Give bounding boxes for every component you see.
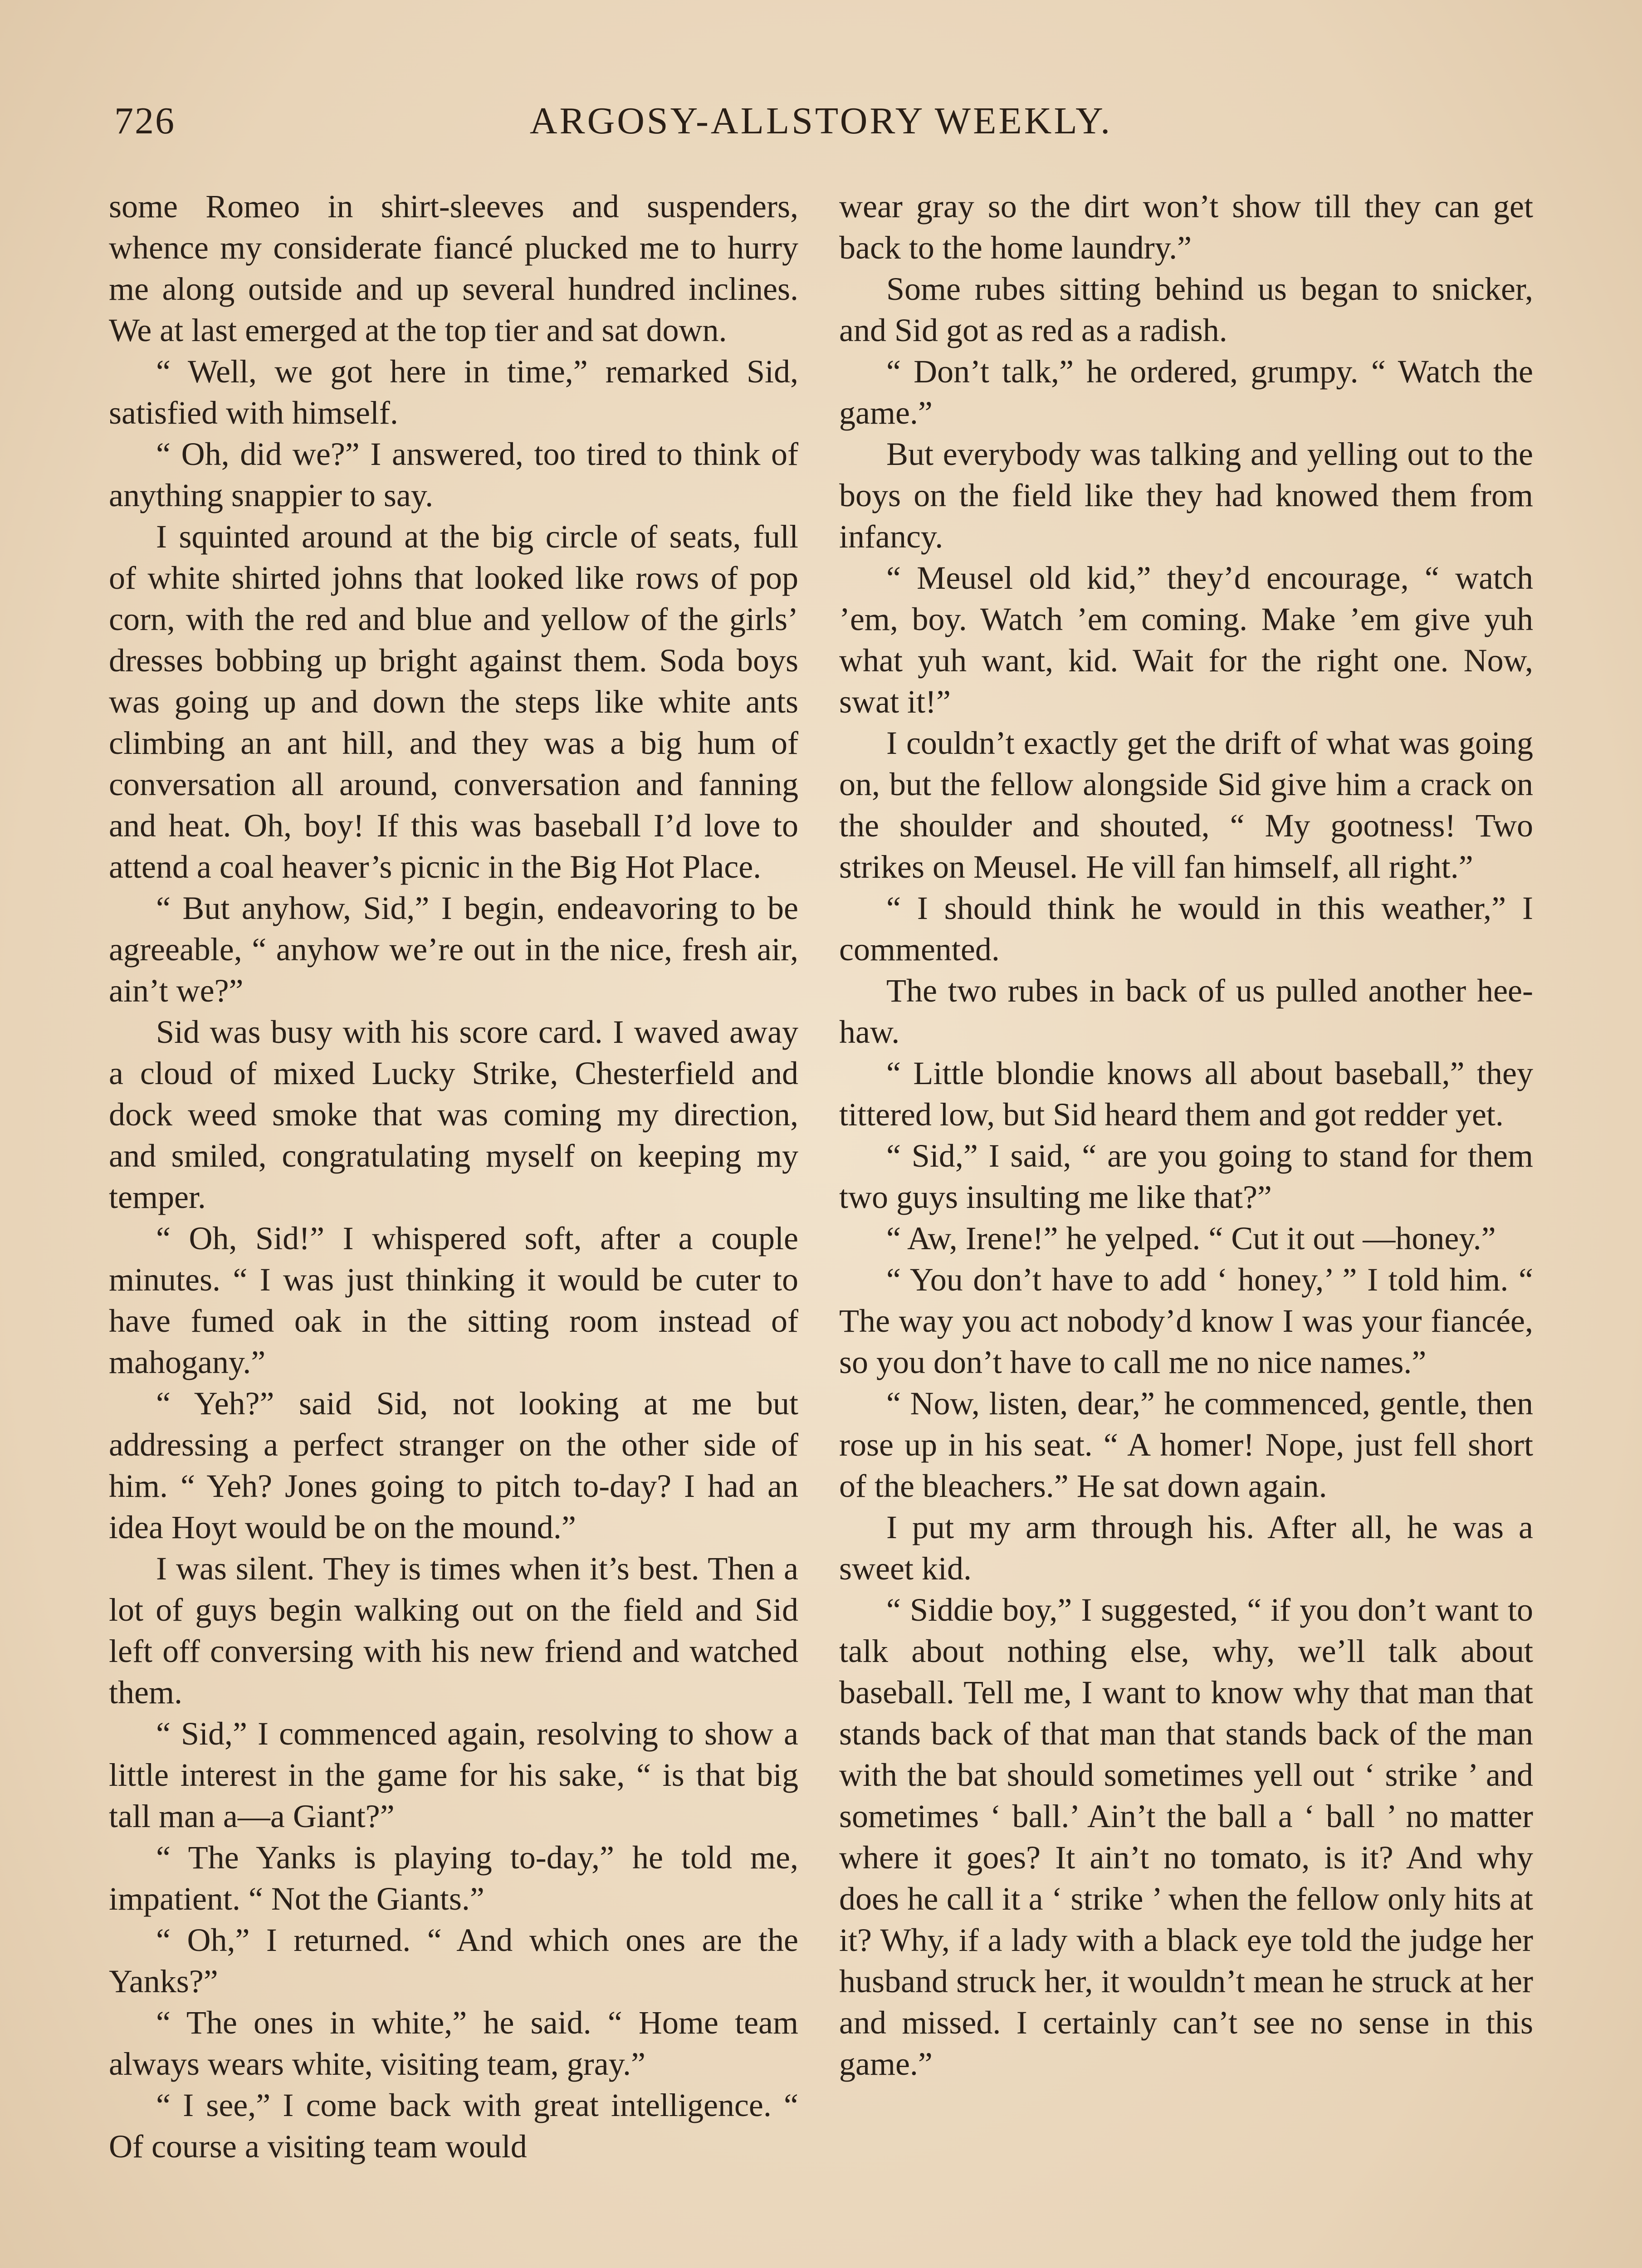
paragraph: “ Oh,” I returned. “ And which ones are the Yanks?” bbox=[109, 1922, 798, 1999]
paragraph: But everybody was talking and yelling out to the boys on the field like they had knowed them from infancy. bbox=[839, 436, 1533, 555]
paragraph: “ Sid,” I said, “ are you going to stand for them two guys insulting me like that?” bbox=[839, 1138, 1533, 1215]
paragraph: wear gray so the dirt won’t show till they can get back to the home laundry.” bbox=[839, 188, 1533, 266]
paragraph: I put my arm through his. After all, he was a sweet kid. bbox=[839, 1509, 1533, 1587]
paragraph: I was silent. They is times when it’s best. Then a lot of guys begin walking out on the field and Sid left off conversing with his new friend and watched them. bbox=[109, 1550, 798, 1711]
paragraph: some Romeo in shirt-sleeves and suspenders, whence my considerate fiancé plucked me to hurry me along outside and up several hundred inclines. We at last emerged at the top tier and sat down. bbox=[109, 188, 798, 348]
running-title: ARGOSY-ALLSTORY WEEKLY. bbox=[529, 100, 1113, 142]
right-column bbox=[839, 186, 1533, 2085]
left-column bbox=[109, 186, 798, 2167]
paragraph: “ Don’t talk,” he ordered, grumpy. “ Watch the game.” bbox=[839, 353, 1533, 431]
page-number: 726 bbox=[114, 100, 176, 142]
paragraph: “ Yeh?” said Sid, not looking at me but addressing a perfect stranger on the other side of him. “ Yeh? Jones going to pitch to-day? I had an idea Hoyt would be on the mound.” bbox=[109, 1385, 798, 1545]
paragraph: “ Little blondie knows all about baseball,” they tittered low, but Sid heard them and got redder yet. bbox=[839, 1055, 1533, 1133]
paragraph: Some rubes sitting behind us began to snicker, and Sid got as red as a radish. bbox=[839, 271, 1533, 348]
paragraph: Sid was busy with his score card. I waved away a cloud of mixed Lucky Strike, Chesterfield and dock weed smoke that was coming my direction, and smiled, congratulating myself on keeping my temper. bbox=[109, 1014, 798, 1215]
paragraph: The two rubes in back of us pulled another hee-haw. bbox=[839, 973, 1533, 1050]
paragraph: “ I see,” I come back with great intelligence. “ Of course a visiting team would bbox=[109, 2087, 798, 2165]
paragraph: “ Meusel old kid,” they’d encourage, “ watch ’em, boy. Watch ’em coming. Make ’em give yuh what yuh want, kid. Wait for the right one. Now, swat it!” bbox=[839, 560, 1533, 720]
page-header bbox=[109, 99, 1533, 149]
paragraph: “ I should think he would in this weather,” I commented. bbox=[839, 890, 1533, 968]
paragraph: “ Well, we got here in time,” remarked Sid, satisfied with himself. bbox=[109, 353, 798, 431]
paragraph: “ The ones in white,” he said. “ Home team always wears white, visiting team, gray.” bbox=[109, 2004, 798, 2082]
paragraph: “ Sid,” I commenced again, resolving to show a little interest in the game for his sake, “ is that big tall man a—a Giant?” bbox=[109, 1716, 798, 1834]
paragraph: I squinted around at the big circle of seats, full of white shirted johns that looked like rows of pop corn, with the red and blue and yellow of the girls’ dresses bobbing up bright against them. Soda boys was going up and down the steps like white ants climbing an ant hill, and they was a big hum of conversation all around, conversation and fanning and heat. Oh, boy! If this was baseball I’d love to attend a coal heaver’s picnic in the Big Hot Place. bbox=[109, 518, 798, 885]
paragraph: “ Now, listen, dear,” he commenced, gentle, then rose up in his seat. “ A homer! Nope, just fell short of the bleachers.” He sat down again. bbox=[839, 1385, 1533, 1504]
paragraph: I couldn’t exactly get the drift of what was going on, but the fellow alongside Sid give him a crack on the shoulder and shouted, “ My gootness! Two strikes on Meusel. He vill fan himself, all right.” bbox=[839, 725, 1533, 885]
paragraph: “ You don’t have to add ‘ honey,’ ” I told him. “ The way you act nobody’d know I was your fiancée, so you don’t have to call me no nice names.” bbox=[839, 1261, 1533, 1380]
paragraph: “ Oh, Sid!” I whispered soft, after a couple minutes. “ I was just thinking it would be cuter to have fumed oak in the sitting room instead of mahogany.” bbox=[109, 1220, 798, 1380]
paragraph: “ The Yanks is playing to-day,” he told me, impatient. “ Not the Giants.” bbox=[109, 1839, 798, 1917]
paragraph: “ Aw, Irene!” he yelped. “ Cut it out —honey.” bbox=[886, 1220, 1496, 1256]
paragraph: “ Siddie boy,” I suggested, “ if you don’t want to talk about nothing else, why, we’ll talk about baseball. Tell me, I want to know why that man that stands back of that man that stands back of the man with the bat should sometimes yell out ‘ strike ’ and sometimes ‘ ball.’ Ain’t the ball a ‘ ball ’ no matter where it goes? It ain’t no tomato, is it? And why does he call it a ‘ strike ’ when the fellow only hits at it? Why, if a lady with a black eye told the judge her husband struck her, it wouldn’t mean he struck at her and missed. I certainly can’t see no sense in this game.” bbox=[839, 1592, 1533, 2082]
paragraph: “ Oh, did we?” I answered, too tired to think of anything snappier to say. bbox=[109, 436, 798, 513]
paragraph: “ But anyhow, Sid,” I begin, endeavoring to be agreeable, “ anyhow we’re out in the nice, fresh air, ain’t we?” bbox=[109, 890, 798, 1009]
